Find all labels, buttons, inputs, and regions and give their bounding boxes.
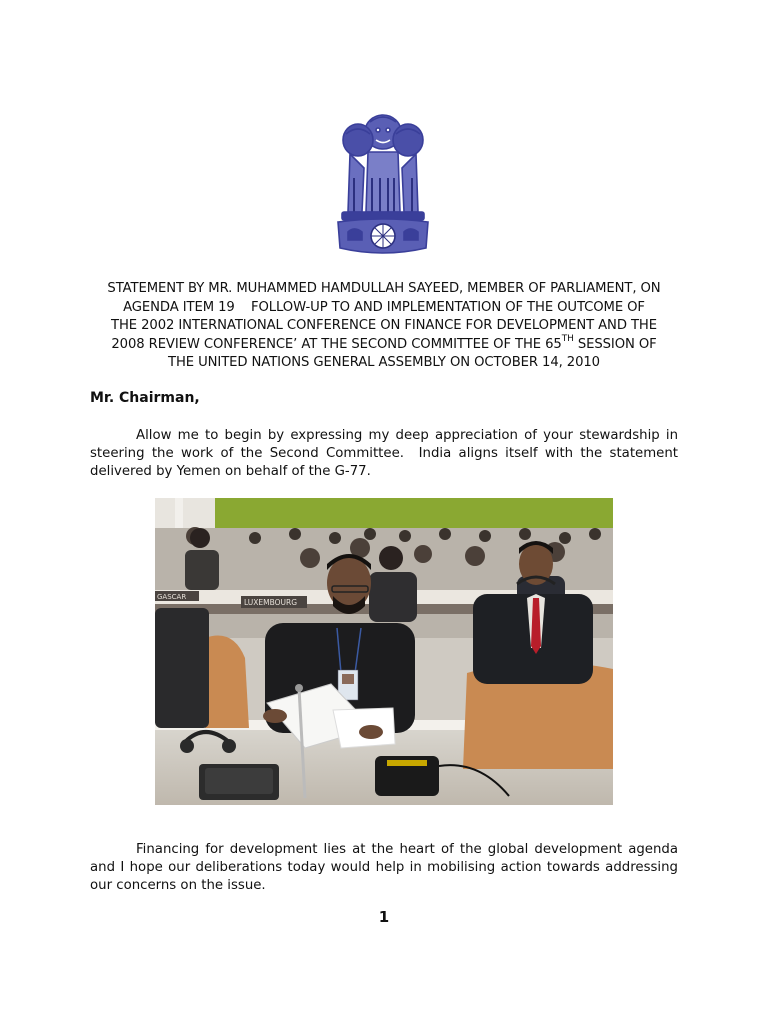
title-line-text: SESSION OF xyxy=(573,336,657,352)
title-line: THE UNITED NATIONS GENERAL ASSEMBLY ON OCTOBER 14, 2010 xyxy=(168,355,600,370)
title-line: STATEMENT BY MR. MUHAMMED HAMDULLAH SAYEED, MEMBER OF PARLIAMENT, ON xyxy=(107,281,661,296)
ordinal-superscript: TH xyxy=(561,334,574,345)
title-line-text: 2008 REVIEW CONFERENCE’ AT THE SECOND COMMITTEE OF THE 65 xyxy=(111,336,562,352)
national-emblem-logo xyxy=(328,108,438,264)
nameplate-left-text: GASCAR xyxy=(157,593,187,601)
title-line: THE 2002 INTERNATIONAL CONFERENCE ON FINANCE FOR DEVELOPMENT AND THE xyxy=(111,318,657,333)
paragraph-1: Allow me to begin by expressing my deep appreciation of your stewardship in steering the work of the Second Committee. India aligns itself with the statement delivered by Yemen on behalf of the G-77. xyxy=(90,428,683,480)
conference-photo xyxy=(155,498,613,805)
title-line xyxy=(90,336,678,355)
nameplate-center-text: LUXEMBOURG xyxy=(244,598,298,607)
paragraph-2: Financing for development lies at the heart of the global development agenda and I hope our deliberations today would help in mobilising action towards addressing our concerns on the issue. xyxy=(90,842,678,894)
salutation: Mr. Chairman, xyxy=(90,390,200,406)
title-line: AGENDA ITEM 19 FOLLOW-UP TO AND IMPLEMENTATION OF THE OUTCOME OF xyxy=(123,299,645,315)
statement-title xyxy=(90,280,678,373)
page-number: 1 xyxy=(378,908,390,926)
